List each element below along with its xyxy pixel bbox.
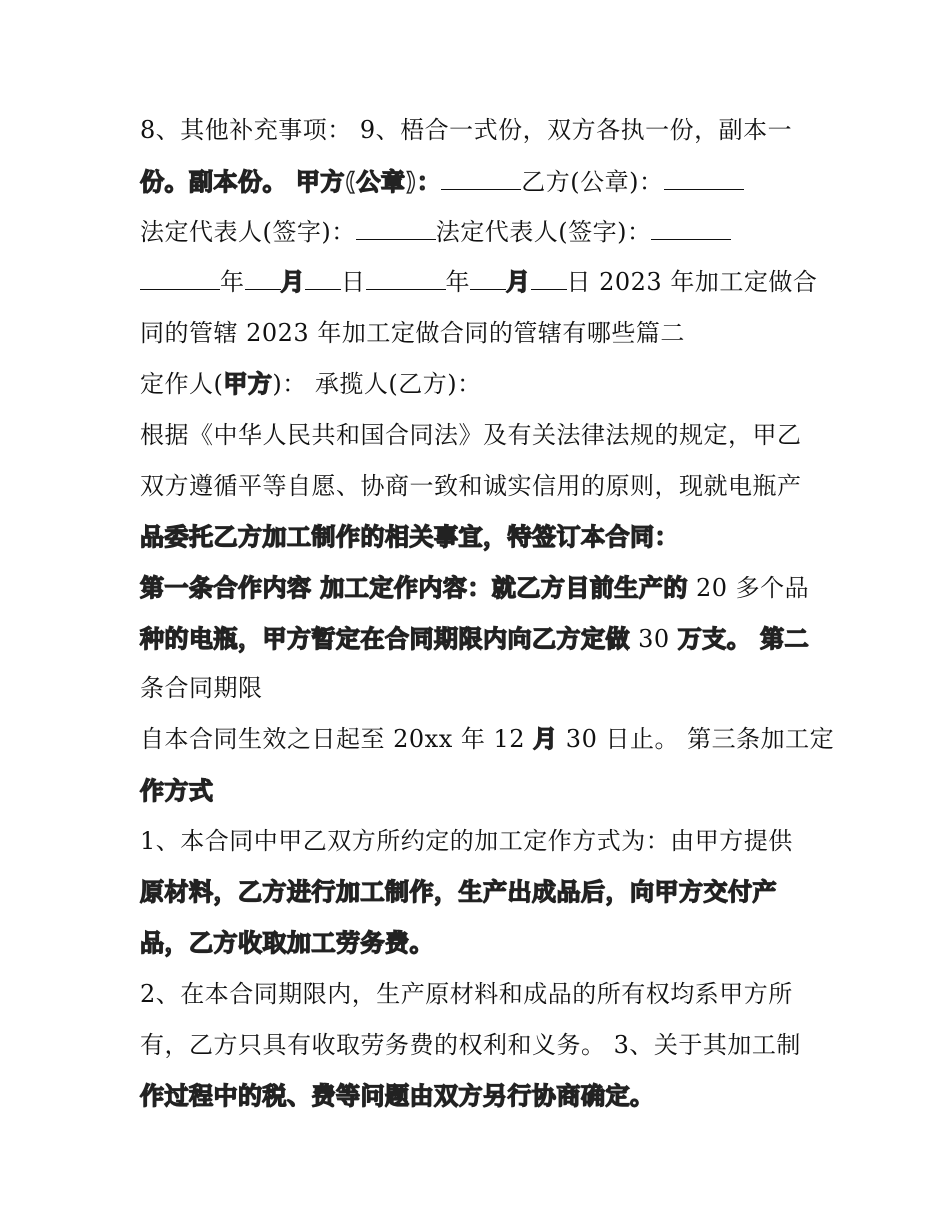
text-run: 品委托乙方加工制作的相关事宜，特签订本合同： [140,523,679,551]
signature-blank [356,217,436,240]
text-run: 种的电瓶，甲方暂定在合同期限内向乙方定做 [140,625,630,653]
date-blank [470,267,506,290]
text-run: 月 [280,268,305,296]
text-line [140,166,820,198]
text-line [140,266,820,298]
text-line [140,317,820,349]
text-run: 同的管辖 2023 年加工定做合同的管辖有哪些篇二 [140,319,685,347]
date-blank [531,267,567,290]
text-run: 法定代表人(签字)： [140,218,356,246]
text-run: 1、本合同中甲乙双方所约定的加工定作方式为：由甲方提供 [140,827,793,855]
text-run: 双方遵循平等自愿、协商一致和诚实信用的原则，现就电瓶产 [140,472,802,500]
text-run: 法定代表人(签字)： [435,218,652,246]
text-run: 有，乙方只具有收取劳务费的权利和义务。 3、关于其加工制 [140,1031,801,1059]
text-line [140,368,820,400]
text-run: 万支。 第二 [677,625,810,653]
text-run: 30 日止。 第三条加工定 [557,725,835,753]
text-run: 日 [341,268,366,296]
date-blank [245,267,281,290]
text-run: 定作人( [140,370,224,398]
text-line [140,216,820,248]
signature-blank [651,217,731,240]
text-line [140,825,820,857]
text-run: 年 [220,268,245,296]
text-run: 2、在本合同期限内，生产原材料和成品的所有权均系甲方所 [140,980,793,1008]
text-run: 月 [533,725,558,753]
text-run: 原材料，乙方进行加工制作，生产出成品后，向甲方交付产 [140,878,777,906]
text-run: 8、其他补充事项： 9、梧合一式份，双方各执一份，副本一 [140,116,793,144]
date-blank [140,267,220,290]
text-line [140,419,820,451]
text-line [140,723,835,755]
text-run: )： 承揽人(乙方)： [272,370,482,398]
text-run: 月 [506,268,531,296]
text-line [140,978,820,1010]
text-run: 多个品 [735,574,810,602]
signature-blank [441,167,521,190]
text-run: 日 2023 年加工定做合 [566,268,818,296]
text-line [140,672,820,704]
text-line [140,470,820,502]
text-run: 30 [630,625,678,653]
text-run: 根据《中华人民共和国合同法》及有关法律法规的规定，甲乙 [140,421,802,449]
text-run: 作过程中的税、费等问题由双方另行协商确定。 [140,1082,655,1110]
text-run: 年 [445,268,470,296]
text-run: 作方式 [140,777,214,805]
text-run: 第一条合作内容 加工定作内容：就乙方目前生产的 [140,574,688,602]
text-line [140,927,820,959]
text-run: 20 [687,574,736,602]
text-line [140,572,820,604]
text-run: 乙方(公章)： [521,168,664,196]
text-line [140,114,820,146]
text-run: 品，乙方收取加工劳务费。 [140,929,434,957]
text-run: 条合同期限 [140,674,263,702]
text-line [140,623,820,655]
text-run: 甲方 [223,370,273,398]
text-line [140,775,820,807]
text-line [140,1080,820,1112]
date-blank [366,267,446,290]
text-run: 份。副本份。 甲方(公章)： [140,168,442,196]
text-line [140,876,820,908]
text-line [140,521,820,553]
text-run: 自本合同生效之日起至 20xx 年 12 [140,725,534,753]
text-line [140,1029,820,1061]
signature-blank [664,167,744,190]
date-blank [305,267,341,290]
